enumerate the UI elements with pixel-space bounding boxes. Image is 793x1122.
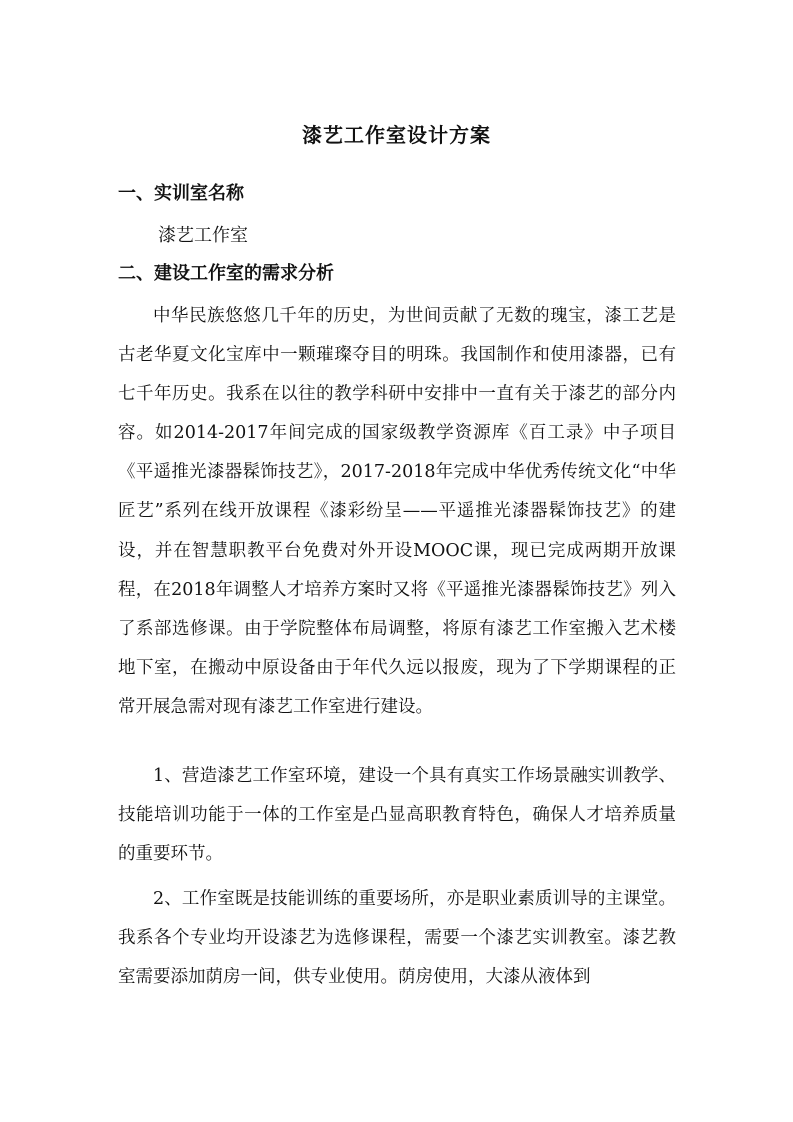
paragraph-history: 中华民族悠悠几千年的历史，为世间贡献了无数的瑰宝，漆工艺是古老华夏文化宝库中一颗璀璨夺目的明珠。我国制作和使用漆器，已有七千年历史。我系在以往的教学科研中安排中一直有关于漆艺的部分内容。如2014-2017年间完成的国家级教学资源库《百工录》中子项目《平遥推光漆器髹饰技艺》，2017-2018年完成中华优秀传统文化“中华匠艺”系列在线开放课程《漆彩纷呈——平遥推光漆器髹饰技艺》的建设，并在智慧职教平台免费对外开设MOOC课，现已完成两期开放课程，在2018年调整人才培养方案时又将《平遥推光漆器髹饰技艺》列入了系部选修课。由于学院整体布局调整，将原有漆艺工作室搬入艺术楼地下室，在搬动中原设备由于年代久远以报废，现为了下学期课程的正常开展急需对现有漆艺工作室进行建设。 (118, 306, 676, 717)
section-heading-needs-analysis: 二、建设工作室的需求分析 (118, 263, 334, 284)
document-title: 漆艺工作室设计方案 (302, 123, 491, 147)
section-heading-room-name: 一、实训室名称 (118, 183, 244, 204)
paragraph-point-2: 2、工作室既是技能训练的重要场所，亦是职业素质训导的主课堂。我系各个专业均开设漆艺为选修课程，需要一个漆艺实训教室。漆艺教室需要添加荫房一间，供专业使用。荫房使用，大漆从液体到 (118, 889, 676, 988)
paragraph-point-1: 1、营造漆艺工作室环境，建设一个具有真实工作场景融实训教学、技能培训功能于一体的工作室是凸显高职教育特色，确保人才培养质量的重要环节。 (118, 766, 676, 865)
room-name-text: 漆艺工作室 (158, 225, 248, 246)
